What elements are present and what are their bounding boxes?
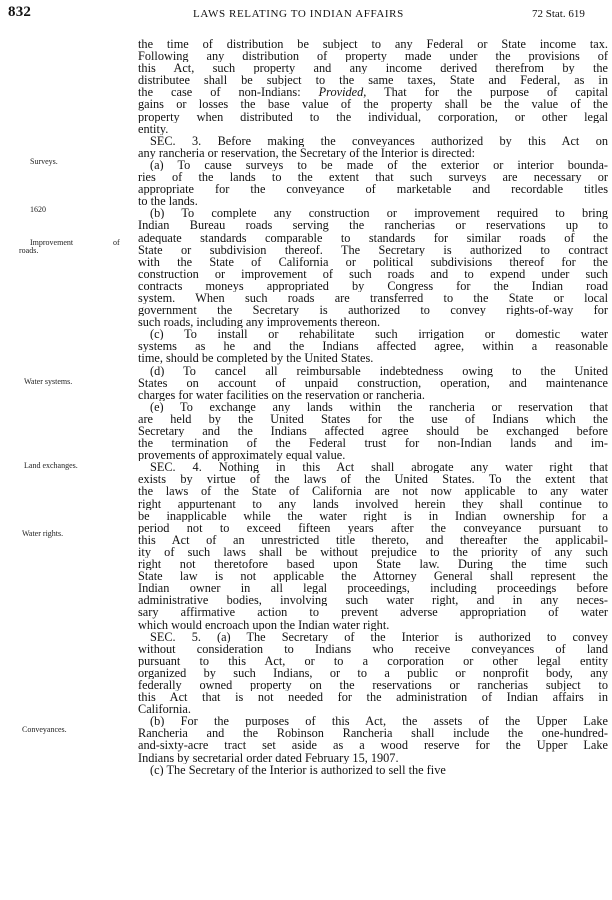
margin-note-conveyances: Conveyances. bbox=[22, 725, 67, 734]
text-line: charges for water facilities on the reservation or rancheria. bbox=[138, 388, 425, 401]
text-line: (a) To cause surveys to be made of the exterior or interior bounda- bbox=[150, 158, 608, 172]
margin-note-roads: roads. bbox=[19, 246, 39, 255]
text-line: ries of the lands to the extent that such surveys are necessary or bbox=[138, 171, 608, 184]
text-line: SEC. 4. Nothing in this Act shall abrogate any water right that bbox=[150, 461, 608, 474]
paragraph bbox=[138, 764, 608, 776]
text-line: and-sixty-acre tract set aside as a wood reserve for the Upper Lake bbox=[138, 739, 608, 752]
paragraph bbox=[138, 38, 608, 135]
text-line: adequate standards comparable to standards for similar roads of the bbox=[138, 231, 608, 244]
text-line: pursuant to this Act, or to a corporation or other legal entity bbox=[138, 654, 608, 667]
text-line: Following any distribution of property made under the provisions of bbox=[138, 50, 608, 63]
text-line: organized by such Indians, or to a public or nonprofit body, any bbox=[138, 666, 608, 679]
text-line: entity. bbox=[138, 122, 169, 135]
text-line: Indian Bureau roads serving the rancherias or reservations up to bbox=[138, 219, 608, 232]
margin-note-land-exchanges: Land exchanges. bbox=[24, 461, 78, 470]
text-line: to the lands. bbox=[138, 195, 198, 208]
text-line: administrative bodies, involving such water right, and in any neces- bbox=[138, 594, 608, 607]
paragraph bbox=[138, 461, 608, 630]
text-line: appropriate for the conveyance of marketable and recordable titles bbox=[138, 183, 608, 196]
paragraph bbox=[138, 207, 608, 328]
margin-note-improvement: Improvement bbox=[30, 238, 74, 247]
running-title: LAWS RELATING TO INDIAN AFFAIRS bbox=[193, 8, 404, 20]
text-line: gains or losses the base value of the property shall be the value of the bbox=[138, 98, 608, 111]
text-line: Secretary and the Indians affected agree should be exchanged before bbox=[138, 425, 608, 438]
text-line: construction or improvement of such roads and to expend under such bbox=[138, 267, 608, 280]
margin-note-page-ref: 1620 bbox=[30, 205, 46, 214]
paragraph bbox=[138, 401, 608, 461]
text-line: SEC. 3. Before making the conveyances authorized by this Act on bbox=[150, 134, 608, 147]
text-line: (b) For the purposes of this Act, the assets of the Upper Lake bbox=[150, 715, 608, 728]
text-line: without consideration to Indians who receive conveyances of land bbox=[138, 642, 608, 655]
text-line: sary affirmative action to prevent adverse appropriation of water bbox=[138, 606, 608, 619]
text-line: the time of distribution be subject to any Federal or State income tax. bbox=[138, 38, 608, 51]
text-line: government the Secretary is authorized to convey rights-of-way for bbox=[138, 304, 608, 317]
stat-reference: 72 Stat. 619 bbox=[532, 8, 585, 20]
margin-note-water-rights: Water rights. bbox=[22, 529, 64, 538]
text-line: State or subdivision thereof. The Secretary is authorized to contract bbox=[138, 243, 608, 256]
text-line: (d) To cancel all reimbursable indebtedness owing to the United bbox=[150, 364, 608, 377]
text-line: any rancheria or reservation, the Secretary of the Interior is directed: bbox=[138, 146, 475, 159]
text-line: SEC. 5. (a) The Secretary of the Interior is authorized to convey bbox=[150, 630, 608, 643]
text-line: distributee shall be subject to the same taxes, State and Federal, as in bbox=[138, 74, 608, 87]
text-line: provements of approximately equal value. bbox=[138, 449, 346, 462]
paragraph bbox=[138, 365, 608, 401]
text-line: ity of such laws shall be without prejudice to the priority of any such bbox=[138, 545, 608, 559]
margin-note-surveys: Surveys. bbox=[30, 157, 58, 166]
text-line: Rancheria and the Robinson Rancheria shall include the one-hundred- bbox=[138, 727, 608, 740]
paragraph bbox=[138, 328, 608, 364]
statute-body-text bbox=[138, 38, 608, 776]
text-line: time, should be completed by the United States. bbox=[138, 352, 374, 365]
text-line: property when distributed to the individual, corporation, or other legal bbox=[138, 110, 608, 123]
text-line: systems as he and the Indians affected agree, within a reasonable bbox=[138, 340, 608, 353]
text-line: which would encroach upon the Indian water right. bbox=[138, 618, 390, 631]
text-line: (b) To complete any construction or improvement required to bring bbox=[150, 207, 608, 220]
text-line: (c) The Secretary of the Interior is authorized to sell the five bbox=[150, 763, 446, 776]
paragraph bbox=[138, 159, 608, 207]
paragraph bbox=[138, 715, 608, 763]
text-line: such roads, including any improvements thereon. bbox=[138, 316, 381, 329]
text-line: (c) To install or rehabilitate such irrigation or domestic water bbox=[150, 328, 608, 341]
text-line: States on account of unpaid construction, operation, and maintenance bbox=[138, 376, 608, 389]
text-line: right not theretofore based upon State law. During the time such bbox=[138, 558, 608, 571]
text-line: State law is not applicable the Attorney General shall represent the bbox=[138, 570, 608, 583]
text-line: the termination of the Federal trust for non-Indian lands and im- bbox=[138, 437, 608, 450]
paragraph bbox=[138, 135, 608, 159]
text-line: exists by virtue of the laws of the United States. To the extent that bbox=[138, 473, 608, 486]
text-line: federally owned property on the reservations or rancherias subject to bbox=[138, 678, 608, 692]
text-line: this Act of an unrestricted title thereto, and thereafter the applicabil- bbox=[138, 533, 608, 546]
text-line: the case of non-Indians: Provided, That for the purpose of capital bbox=[138, 86, 608, 99]
text-line: right appurtenant to any lands involved herein they shall continue to bbox=[138, 497, 608, 510]
text-line: period not to exceed fifteen years after the conveyance pursuant to bbox=[138, 521, 608, 534]
page-number: 832 bbox=[8, 4, 32, 20]
text-line: Indians by secretarial order dated February 15, 1907. bbox=[138, 751, 399, 764]
text-line: the laws of the State of California are not now applicable to any water bbox=[138, 485, 608, 498]
text-line: are held by the United States for the use of Indians which the bbox=[138, 412, 608, 425]
text-line: Indian owner in all legal proceedings, including proceedings before bbox=[138, 582, 608, 595]
margin-note-improvement-of: of bbox=[113, 238, 120, 247]
paragraph bbox=[138, 631, 608, 716]
text-line: with the State of California or political subdivisions thereof for the bbox=[138, 255, 608, 268]
margin-note-water-systems: Water systems. bbox=[24, 377, 73, 386]
text-line: contracts moneys appropriated by Congress for the Indian road bbox=[138, 279, 608, 292]
text-line: system. When such roads are transferred to the State or local bbox=[138, 291, 608, 305]
text-line: be inapplicable while the water right is in Indian ownership for a bbox=[138, 509, 608, 522]
text-line: (e) To exchange any lands within the rancheria or reservation that bbox=[150, 400, 608, 413]
text-line: California. bbox=[138, 703, 191, 716]
text-line: this Act that is not needed for the administration of Indian affairs in bbox=[138, 691, 608, 704]
text-line: this Act, such property and any income derived therefrom by the bbox=[138, 62, 608, 75]
